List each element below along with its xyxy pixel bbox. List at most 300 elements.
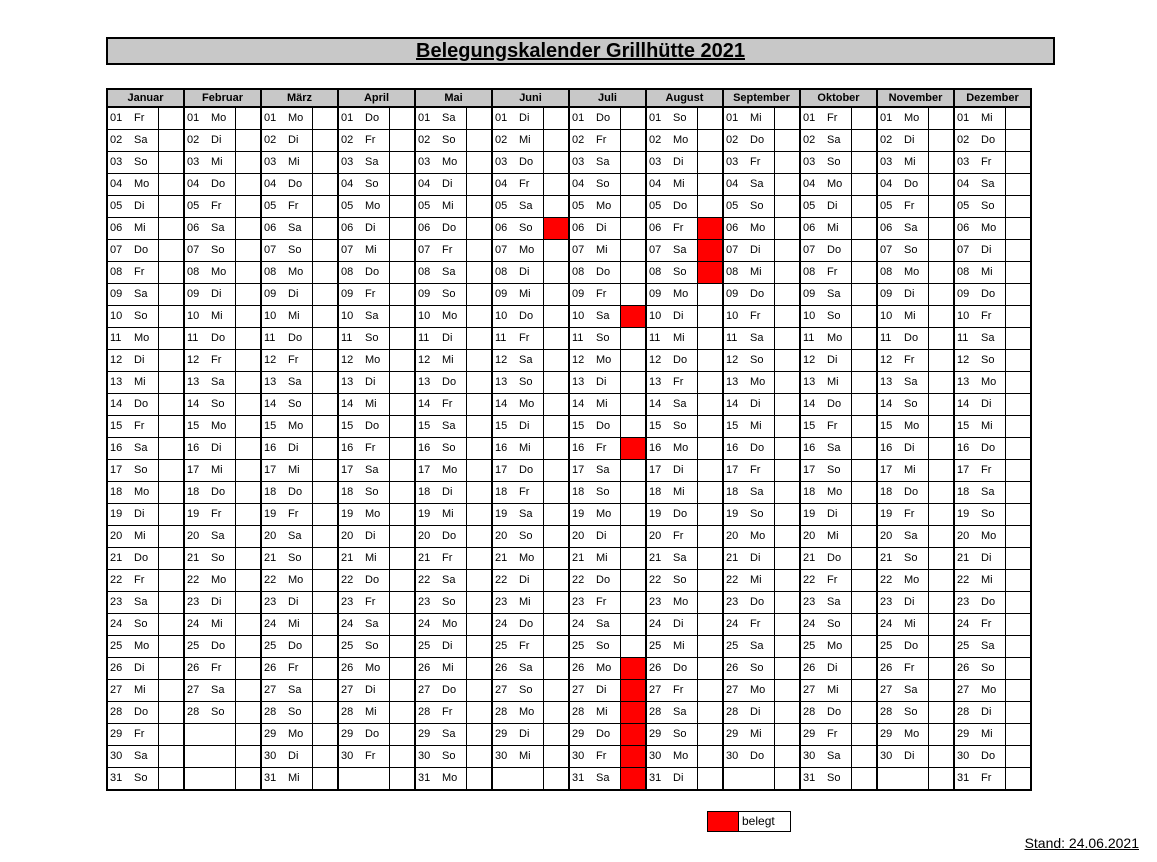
- weekday: Mi: [900, 152, 929, 174]
- day-row: [107, 592, 1031, 614]
- booking-cell: [390, 306, 416, 328]
- day-number: 12: [261, 350, 284, 372]
- booking-cell: [621, 107, 647, 130]
- booking-cell: [1006, 174, 1032, 196]
- booking-cell: [159, 504, 185, 526]
- day-number: 16: [107, 438, 130, 460]
- booking-cell: [313, 526, 339, 548]
- day-number: 28: [877, 702, 900, 724]
- day-number: 13: [338, 372, 361, 394]
- booking-cell: [467, 218, 493, 240]
- weekday: Sa: [977, 328, 1006, 350]
- weekday: Mo: [207, 416, 236, 438]
- weekday: Di: [284, 746, 313, 768]
- booking-cell: [390, 218, 416, 240]
- day-number: 24: [107, 614, 130, 636]
- weekday: Do: [823, 240, 852, 262]
- day-number: 09: [954, 284, 977, 306]
- booking-cell: [852, 438, 878, 460]
- weekday: Mi: [977, 724, 1006, 746]
- booking-cell: [159, 482, 185, 504]
- weekday: Mi: [823, 526, 852, 548]
- booking-cell: [621, 702, 647, 724]
- weekday: Do: [746, 438, 775, 460]
- day-number: 27: [800, 680, 823, 702]
- day-number: 18: [954, 482, 977, 504]
- day-number: 16: [877, 438, 900, 460]
- weekday: So: [361, 482, 390, 504]
- weekday: Sa: [207, 372, 236, 394]
- weekday: So: [438, 130, 467, 152]
- booking-cell: [390, 768, 416, 791]
- weekday: Do: [669, 350, 698, 372]
- weekday: Mi: [592, 394, 621, 416]
- booking-cell: [236, 306, 262, 328]
- day-number: 29: [646, 724, 669, 746]
- booking-cell: [1006, 240, 1032, 262]
- day-number: 13: [646, 372, 669, 394]
- day-number: 23: [261, 592, 284, 614]
- booking-cell: [159, 702, 185, 724]
- day-number: 16: [569, 438, 592, 460]
- booking-cell: [467, 724, 493, 746]
- booking-cell: [698, 416, 724, 438]
- weekday: Sa: [438, 724, 467, 746]
- weekday: Fr: [438, 702, 467, 724]
- weekday: Di: [746, 240, 775, 262]
- day-number: 21: [569, 548, 592, 570]
- booking-cell: [544, 636, 570, 658]
- day-number: 10: [261, 306, 284, 328]
- weekday: So: [361, 636, 390, 658]
- booking-cell: [313, 174, 339, 196]
- day-number: 18: [338, 482, 361, 504]
- weekday: Sa: [284, 218, 313, 240]
- weekday: Sa: [746, 482, 775, 504]
- booking-cell: [313, 152, 339, 174]
- weekday: Do: [669, 658, 698, 680]
- weekday: Mo: [130, 328, 159, 350]
- day-number: 16: [800, 438, 823, 460]
- booking-cell: [236, 240, 262, 262]
- weekday: Fr: [823, 724, 852, 746]
- day-number: 21: [954, 548, 977, 570]
- day-number: 20: [877, 526, 900, 548]
- weekday: Mi: [130, 526, 159, 548]
- day-number: 16: [492, 438, 515, 460]
- day-number: 26: [800, 658, 823, 680]
- day-number: 20: [569, 526, 592, 548]
- booking-cell: [544, 724, 570, 746]
- booking-cell: [236, 768, 262, 791]
- day-number: 19: [338, 504, 361, 526]
- weekday: So: [900, 702, 929, 724]
- weekday: Sa: [823, 438, 852, 460]
- day-number: 05: [800, 196, 823, 218]
- month-header-1: Februar: [184, 89, 261, 107]
- weekday: Di: [746, 548, 775, 570]
- booking-cell: [698, 636, 724, 658]
- booking-cell: [467, 746, 493, 768]
- weekday: So: [977, 350, 1006, 372]
- weekday: Mo: [669, 284, 698, 306]
- day-number: 11: [646, 328, 669, 350]
- day-number: 03: [723, 152, 746, 174]
- weekday: Fr: [900, 504, 929, 526]
- booking-cell: [775, 482, 801, 504]
- day-number: 08: [954, 262, 977, 284]
- weekday: Di: [669, 306, 698, 328]
- booking-cell: [929, 372, 955, 394]
- weekday: Fr: [361, 284, 390, 306]
- day-number: 01: [415, 107, 438, 130]
- weekday: Mi: [977, 262, 1006, 284]
- weekday: Do: [361, 570, 390, 592]
- month-header-4: Mai: [415, 89, 492, 107]
- day-number: 06: [954, 218, 977, 240]
- booking-cell: [467, 262, 493, 284]
- day-number: 03: [877, 152, 900, 174]
- weekday: Do: [515, 460, 544, 482]
- booking-cell: [698, 196, 724, 218]
- booking-cell: [390, 570, 416, 592]
- booking-cell: [236, 504, 262, 526]
- weekday: Do: [438, 680, 467, 702]
- weekday: Fr: [823, 107, 852, 130]
- booking-cell: [467, 438, 493, 460]
- day-number: 30: [107, 746, 130, 768]
- weekday: Mi: [438, 196, 467, 218]
- weekday: Sa: [900, 526, 929, 548]
- weekday: So: [515, 680, 544, 702]
- day-number: 27: [415, 680, 438, 702]
- day-number: 15: [954, 416, 977, 438]
- weekday: Sa: [669, 702, 698, 724]
- weekday: So: [977, 196, 1006, 218]
- day-number: 11: [492, 328, 515, 350]
- day-row: [107, 328, 1031, 350]
- day-row: [107, 636, 1031, 658]
- booking-cell: [929, 438, 955, 460]
- booking-cell: [621, 526, 647, 548]
- weekday: Di: [207, 438, 236, 460]
- day-number: 02: [723, 130, 746, 152]
- weekday: Do: [207, 328, 236, 350]
- booking-cell: [1006, 350, 1032, 372]
- booking-cell: [775, 284, 801, 306]
- weekday: Sa: [900, 680, 929, 702]
- day-number: 26: [646, 658, 669, 680]
- weekday: Mi: [746, 724, 775, 746]
- weekday: Di: [746, 394, 775, 416]
- day-row: [107, 284, 1031, 306]
- weekday: Di: [900, 746, 929, 768]
- booking-cell: [313, 438, 339, 460]
- weekday: Mo: [900, 416, 929, 438]
- weekday: Sa: [284, 680, 313, 702]
- day-number: 15: [338, 416, 361, 438]
- weekday: Sa: [823, 130, 852, 152]
- booking-cell: [775, 130, 801, 152]
- day-number: 08: [569, 262, 592, 284]
- booking-cell: [698, 372, 724, 394]
- day-number: 24: [800, 614, 823, 636]
- weekday: Di: [977, 702, 1006, 724]
- weekday: Fr: [746, 152, 775, 174]
- booking-cell: [929, 548, 955, 570]
- booking-cell: [236, 548, 262, 570]
- booking-cell: [1006, 306, 1032, 328]
- weekday: Di: [977, 548, 1006, 570]
- booking-cell: [698, 526, 724, 548]
- day-number: 01: [184, 107, 207, 130]
- booking-cell: [775, 306, 801, 328]
- weekday: Mi: [900, 614, 929, 636]
- weekday: Fr: [823, 570, 852, 592]
- day-number: 04: [184, 174, 207, 196]
- weekday: Mi: [746, 107, 775, 130]
- weekday: Mi: [592, 548, 621, 570]
- day-number: 05: [569, 196, 592, 218]
- weekday: So: [592, 482, 621, 504]
- booking-cell: [313, 196, 339, 218]
- booking-cell: [929, 504, 955, 526]
- day-number: 17: [954, 460, 977, 482]
- booking-cell: [698, 746, 724, 768]
- weekday: Do: [130, 394, 159, 416]
- weekday: Fr: [207, 196, 236, 218]
- day-number: 17: [569, 460, 592, 482]
- booking-cell: [467, 702, 493, 724]
- weekday: So: [361, 174, 390, 196]
- day-number: 04: [646, 174, 669, 196]
- booking-cell: [775, 592, 801, 614]
- day-number: 10: [646, 306, 669, 328]
- weekday: Do: [977, 592, 1006, 614]
- day-number: 23: [723, 592, 746, 614]
- day-number: 28: [338, 702, 361, 724]
- booking-cell: [159, 768, 185, 791]
- weekday: Mi: [746, 570, 775, 592]
- page-title: Belegungskalender Grillhütte 2021: [416, 39, 745, 62]
- weekday: Do: [977, 746, 1006, 768]
- day-row: [107, 702, 1031, 724]
- booking-cell: [621, 680, 647, 702]
- weekday: So: [361, 328, 390, 350]
- booking-cell: [159, 130, 185, 152]
- day-number: 19: [723, 504, 746, 526]
- day-number: 11: [954, 328, 977, 350]
- booking-cell: [390, 482, 416, 504]
- day-number: 12: [569, 350, 592, 372]
- day-number: 15: [184, 416, 207, 438]
- weekday: Fr: [746, 306, 775, 328]
- weekday: Do: [977, 284, 1006, 306]
- day-number: 27: [954, 680, 977, 702]
- day-number: 04: [261, 174, 284, 196]
- month-header-9: Oktober: [800, 89, 877, 107]
- day-number: 13: [492, 372, 515, 394]
- day-number: 08: [800, 262, 823, 284]
- day-number: 06: [261, 218, 284, 240]
- booking-cell: [390, 350, 416, 372]
- day-number: 21: [184, 548, 207, 570]
- booking-cell: [313, 548, 339, 570]
- day-number: 30: [800, 746, 823, 768]
- day-number: 29: [877, 724, 900, 746]
- booking-cell: [1006, 372, 1032, 394]
- day-number: 21: [646, 548, 669, 570]
- weekday: So: [438, 592, 467, 614]
- booking-cell: [467, 372, 493, 394]
- day-number: 19: [492, 504, 515, 526]
- booking-cell: [929, 592, 955, 614]
- day-number: 29: [954, 724, 977, 746]
- booking-cell: [775, 394, 801, 416]
- weekday: Do: [361, 107, 390, 130]
- weekday: Sa: [823, 592, 852, 614]
- day-number: 24: [338, 614, 361, 636]
- weekday: Mo: [284, 416, 313, 438]
- day-number: 17: [107, 460, 130, 482]
- booking-cell: [1006, 680, 1032, 702]
- day-number: 02: [338, 130, 361, 152]
- booking-cell: [929, 240, 955, 262]
- weekday: So: [823, 768, 852, 791]
- booking-cell: [1006, 130, 1032, 152]
- day-number: 10: [569, 306, 592, 328]
- booking-cell: [390, 130, 416, 152]
- day-number: 25: [107, 636, 130, 658]
- day-row: [107, 614, 1031, 636]
- weekday: Di: [207, 592, 236, 614]
- day-number: 04: [877, 174, 900, 196]
- booking-cell: [1006, 526, 1032, 548]
- weekday: Di: [900, 284, 929, 306]
- weekday: Sa: [977, 482, 1006, 504]
- booking-cell: [1006, 416, 1032, 438]
- booking-cell: [852, 526, 878, 548]
- booking-cell: [621, 724, 647, 746]
- weekday: Mo: [284, 262, 313, 284]
- day-number: 04: [569, 174, 592, 196]
- booking-cell: [698, 702, 724, 724]
- month-header-0: Januar: [107, 89, 184, 107]
- day-number: 28: [800, 702, 823, 724]
- day-number: 11: [415, 328, 438, 350]
- day-number: 10: [107, 306, 130, 328]
- booking-cell: [852, 394, 878, 416]
- day-number: 08: [184, 262, 207, 284]
- weekday: Mo: [515, 394, 544, 416]
- booking-cell: [698, 240, 724, 262]
- booking-cell: [852, 504, 878, 526]
- day-number: 14: [877, 394, 900, 416]
- day-number: 05: [492, 196, 515, 218]
- weekday: Fr: [284, 196, 313, 218]
- booking-cell: [544, 416, 570, 438]
- day-number: 31: [646, 768, 669, 791]
- day-number: 17: [800, 460, 823, 482]
- booking-cell: [852, 130, 878, 152]
- booking-cell: [544, 372, 570, 394]
- weekday: Di: [515, 262, 544, 284]
- booking-cell: [544, 460, 570, 482]
- booking-cell: [544, 548, 570, 570]
- booking-cell: [313, 504, 339, 526]
- day-number: 06: [723, 218, 746, 240]
- booking-cell: [236, 526, 262, 548]
- weekday: So: [438, 438, 467, 460]
- day-number: 26: [954, 658, 977, 680]
- weekday: Fr: [284, 658, 313, 680]
- booking-cell: [313, 416, 339, 438]
- weekday: Di: [130, 504, 159, 526]
- day-number: 23: [800, 592, 823, 614]
- weekday: Fr: [669, 526, 698, 548]
- weekday: Mi: [361, 394, 390, 416]
- weekday: Do: [592, 570, 621, 592]
- booking-cell: [1006, 570, 1032, 592]
- day-number: 06: [492, 218, 515, 240]
- weekday: So: [746, 350, 775, 372]
- booking-cell: [159, 372, 185, 394]
- booking-cell: [775, 350, 801, 372]
- weekday: Mo: [361, 504, 390, 526]
- weekday: Mo: [361, 350, 390, 372]
- weekday: Di: [669, 614, 698, 636]
- day-number: 22: [492, 570, 515, 592]
- day-number: 18: [723, 482, 746, 504]
- booking-cell: [852, 306, 878, 328]
- day-number: 16: [723, 438, 746, 460]
- day-number: 04: [800, 174, 823, 196]
- weekday: Mo: [438, 306, 467, 328]
- weekday: Do: [207, 482, 236, 504]
- legend-label: belegt: [742, 814, 775, 828]
- day-number: 21: [800, 548, 823, 570]
- day-number: 13: [261, 372, 284, 394]
- day-number: 03: [800, 152, 823, 174]
- weekday: Mi: [207, 460, 236, 482]
- weekday: Mo: [515, 548, 544, 570]
- booking-cell: [929, 174, 955, 196]
- weekday: Fr: [361, 130, 390, 152]
- weekday: Mi: [361, 548, 390, 570]
- booking-cell: [1006, 702, 1032, 724]
- day-number: 30: [261, 746, 284, 768]
- stand-date: Stand: 24.06.2021: [1024, 835, 1139, 851]
- day-number: 10: [877, 306, 900, 328]
- booking-cell: [775, 702, 801, 724]
- day-number: 15: [569, 416, 592, 438]
- day-number: 23: [569, 592, 592, 614]
- weekday: Mi: [515, 592, 544, 614]
- booking-cell: [544, 240, 570, 262]
- day-number: 20: [800, 526, 823, 548]
- day-number: 22: [184, 570, 207, 592]
- booking-cell: [313, 350, 339, 372]
- day-number: 25: [646, 636, 669, 658]
- day-row: [107, 438, 1031, 460]
- booking-cell: [929, 416, 955, 438]
- day-number: 21: [492, 548, 515, 570]
- day-number: 22: [107, 570, 130, 592]
- booking-cell: [852, 482, 878, 504]
- day-number: 11: [184, 328, 207, 350]
- weekday: Fr: [207, 350, 236, 372]
- weekday: Di: [823, 350, 852, 372]
